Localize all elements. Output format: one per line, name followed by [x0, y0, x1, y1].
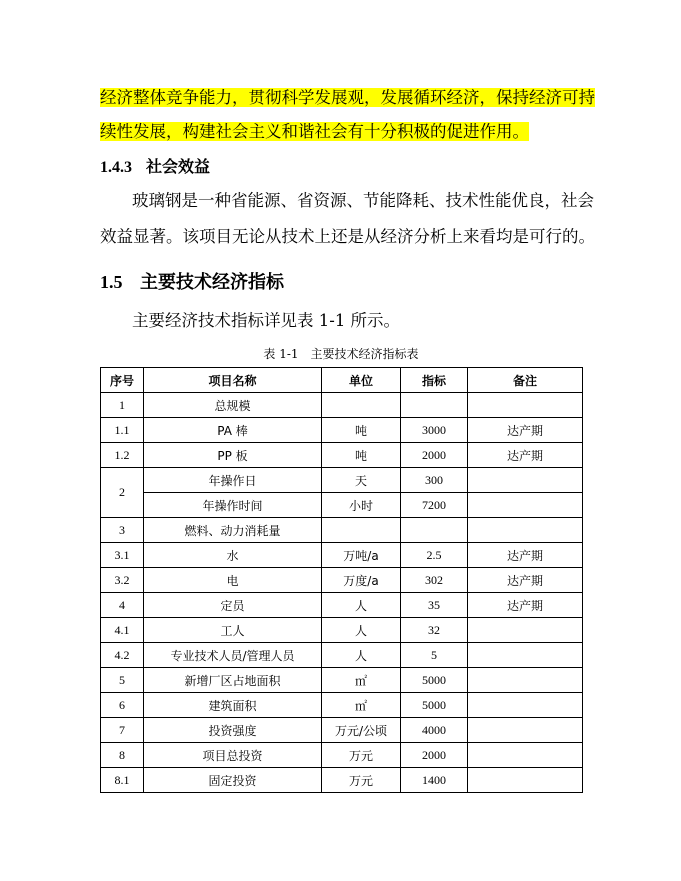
cell-item: 固定投资	[144, 768, 322, 793]
cell-unit: 万元	[322, 768, 401, 793]
cell-item: 年操作时间	[144, 493, 322, 518]
cell-item: 燃料、动力消耗量	[144, 518, 322, 543]
section-heading-1-4-3	[100, 154, 210, 181]
cell-item: PP 板	[144, 443, 322, 468]
cell-note	[468, 768, 583, 793]
cell-note: 达产期	[468, 418, 583, 443]
cell-item: 建筑面积	[144, 693, 322, 718]
paragraph-line-2: 效益显著。该项目无论从技术上还是从经济分析上来看均是可行的。	[100, 227, 595, 246]
cell-note	[468, 693, 583, 718]
section-number: 1.5	[100, 272, 123, 292]
table-row	[101, 468, 583, 493]
table-header-row	[101, 368, 583, 393]
cell-unit: 天	[322, 468, 401, 493]
header-cell: 序号	[101, 368, 144, 393]
cell-value: 2.5	[401, 543, 468, 568]
cell-unit: 小时	[322, 493, 401, 518]
cell-value: 300	[401, 468, 468, 493]
table-row	[101, 443, 583, 468]
table-row	[101, 668, 583, 693]
cell-value: 302	[401, 568, 468, 593]
cell-value: 3000	[401, 418, 468, 443]
cell-no: 3.2	[101, 568, 144, 593]
cell-item: 水	[144, 543, 322, 568]
table-row	[101, 743, 583, 768]
cell-value: 7200	[401, 493, 468, 518]
header-cell: 备注	[468, 368, 583, 393]
table-row	[101, 643, 583, 668]
cell-item: 定员	[144, 593, 322, 618]
cell-no: 8.1	[101, 768, 144, 793]
cell-unit: 万元	[322, 743, 401, 768]
cell-value: 2000	[401, 443, 468, 468]
cell-no: 8	[101, 743, 144, 768]
cell-no: 5	[101, 668, 144, 693]
cell-no: 7	[101, 718, 144, 743]
cell-unit: ㎡	[322, 668, 401, 693]
highlighted-text-line-1: 经济整体竞争能力，贯彻科学发展观，发展循环经济，保持经济可持	[100, 88, 595, 107]
header-cell: 单位	[322, 368, 401, 393]
cell-unit: 人	[322, 593, 401, 618]
cell-note: 达产期	[468, 568, 583, 593]
table-row	[101, 693, 583, 718]
cell-note	[468, 668, 583, 693]
cell-value: 35	[401, 593, 468, 618]
cell-no: 1.2	[101, 443, 144, 468]
cell-note	[468, 718, 583, 743]
table-row	[101, 768, 583, 793]
cell-value: 1400	[401, 768, 468, 793]
indicators-table	[100, 367, 583, 793]
table-row	[101, 493, 583, 518]
cell-unit: 吨	[322, 418, 401, 443]
cell-unit: 人	[322, 618, 401, 643]
cell-note: 达产期	[468, 443, 583, 468]
cell-no: 6	[101, 693, 144, 718]
cell-no: 3.1	[101, 543, 144, 568]
cell-item: PA 棒	[144, 418, 322, 443]
section-heading-1-5	[100, 268, 284, 297]
cell-value: 5000	[401, 668, 468, 693]
table-row	[101, 518, 583, 543]
cell-unit: 万吨/a	[322, 543, 401, 568]
cell-no: 4.2	[101, 643, 144, 668]
table-row	[101, 568, 583, 593]
cell-item: 专业技术人员/管理人员	[144, 643, 322, 668]
cell-item: 投资强度	[144, 718, 322, 743]
cell-value	[401, 393, 468, 418]
cell-value: 5000	[401, 693, 468, 718]
cell-value: 5	[401, 643, 468, 668]
section-title: 主要技术经济指标	[140, 272, 284, 293]
cell-no: 1.1	[101, 418, 144, 443]
table-caption: 表 1-1 主要技术经济指标表	[263, 347, 419, 361]
cell-unit	[322, 393, 401, 418]
cell-unit	[322, 518, 401, 543]
section-number: 1.4.3	[100, 159, 132, 176]
cell-item: 工人	[144, 618, 322, 643]
cell-value: 2000	[401, 743, 468, 768]
cell-unit: 人	[322, 643, 401, 668]
table-row	[101, 418, 583, 443]
cell-item: 年操作日	[144, 468, 322, 493]
cell-note	[468, 493, 583, 518]
section-title: 社会效益	[146, 157, 211, 176]
table-row	[101, 593, 583, 618]
cell-value: 4000	[401, 718, 468, 743]
cell-note	[468, 618, 583, 643]
cell-note	[468, 468, 583, 493]
cell-value: 32	[401, 618, 468, 643]
table-row	[101, 618, 583, 643]
highlighted-text-line-2: 续性发展，构建社会主义和谐社会有十分积极的促进作用。	[100, 122, 529, 141]
paragraph-line-1: 玻璃钢是一种省能源、省资源、节能降耗、技术性能优良，社会	[132, 191, 594, 210]
cell-note: 达产期	[468, 593, 583, 618]
cell-unit: ㎡	[322, 693, 401, 718]
cell-item: 新增厂区占地面积	[144, 668, 322, 693]
cell-no: 1	[101, 393, 144, 418]
cell-no: 4	[101, 593, 144, 618]
cell-item: 电	[144, 568, 322, 593]
cell-no: 3	[101, 518, 144, 543]
cell-note	[468, 393, 583, 418]
table-row	[101, 393, 583, 418]
header-cell: 项目名称	[144, 368, 322, 393]
cell-note	[468, 743, 583, 768]
cell-unit: 吨	[322, 443, 401, 468]
cell-note	[468, 518, 583, 543]
cell-item: 项目总投资	[144, 743, 322, 768]
cell-no: 4.1	[101, 618, 144, 643]
cell-note	[468, 643, 583, 668]
cell-note: 达产期	[468, 543, 583, 568]
cell-item: 总规模	[144, 393, 322, 418]
header-cell: 指标	[401, 368, 468, 393]
cell-unit: 万度/a	[322, 568, 401, 593]
table-intro-text: 主要经济技术指标详见表 1-1 所示。	[132, 311, 401, 330]
cell-value	[401, 518, 468, 543]
table-row	[101, 718, 583, 743]
table-row	[101, 543, 583, 568]
cell-no: 2	[101, 468, 144, 518]
cell-unit: 万元/公顷	[322, 718, 401, 743]
